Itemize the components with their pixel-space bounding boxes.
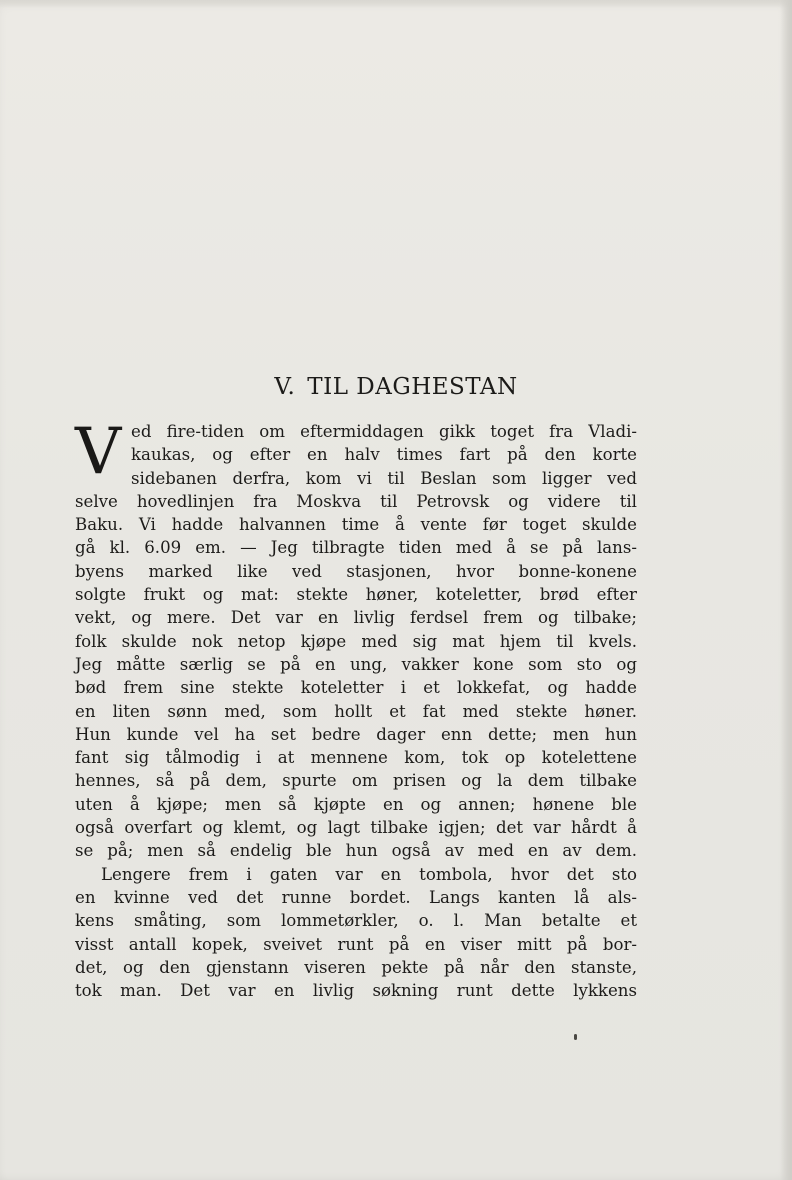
text-line: en kvinne ved det runne bordet. Langs kanten lå als- [75, 887, 637, 907]
chapter-title: TIL DAGHESTAN [307, 374, 518, 400]
text-line: det, og den gjenstann viseren pekte på når den stanste, [75, 957, 637, 977]
text-line: hennes, så på dem, spurte om prisen og la dem tilbake [75, 771, 637, 791]
text-line: vekt, og mere. Det var en livlig ferdsel frem og tilbake; [75, 608, 637, 628]
text-line: Lengere frem i gaten var en tombola, hvor det sto [101, 864, 637, 884]
text-line: en liten sønn med, som hollt et fat med stekte høner. [75, 701, 637, 721]
text-line: bød frem sine stekte koteletter i et lokkefat, og hadde [75, 678, 637, 698]
text-line: solgte frukt og mat: stekte høner, koteletter, brød efter [75, 585, 637, 605]
text-line: Baku. Vi hadde halvannen time å vente før toget skulde [75, 515, 637, 535]
text-line: også overfart og klemt, og lagt tilbake igjen; det var hårdt å [75, 818, 637, 838]
chapter-number: V. [274, 374, 296, 400]
ink-speck [574, 1034, 577, 1040]
text-line: Hun kunde vel ha set bedre dager enn dette; men hun [75, 724, 637, 744]
text-line: visst antall kopek, sveivet runt på en viser mitt på bor- [75, 934, 637, 954]
drop-cap: V [75, 415, 122, 489]
text-line: folk skulde nok netop kjøpe med sig mat hjem til kvels. [75, 631, 637, 651]
page-right-edge [780, 0, 792, 1180]
text-line: sidebanen derfra, kom vi til Beslan som ligger ved [131, 468, 637, 488]
text-line: gå kl. 6.09 em. — Jeg tilbragte tiden med å se på lans- [75, 538, 637, 558]
text-line: kaukas, og efter en halv times fart på den korte [131, 445, 637, 465]
text-line: kens småting, som lommetørkler, o. l. Man betalte et [75, 911, 637, 931]
page-top-edge [0, 0, 792, 8]
text-line: Jeg måtte særlig se på en ung, vakker kone som sto og [75, 654, 637, 674]
text-line: uten å kjøpe; men så kjøpte en og annen; hønene ble [75, 794, 637, 814]
text-line: selve hovedlinjen fra Moskva til Petrovsk og videre til [75, 491, 637, 511]
text-line: se på; men så endelig ble hun også av med en av dem. [75, 841, 637, 861]
chapter-heading [0, 374, 792, 400]
text-line: fant sig tålmodig i at mennene kom, tok op kotelettene [75, 748, 637, 768]
text-line: tok man. Det var en livlig søkning runt dette lykkens [75, 981, 637, 1001]
body-text [75, 415, 637, 1002]
text-line: ed fire-tiden om eftermiddagen gikk toget fra Vladi- [131, 422, 637, 441]
text-line: byens marked like ved stasjonen, hvor bonne-konene [75, 561, 637, 581]
